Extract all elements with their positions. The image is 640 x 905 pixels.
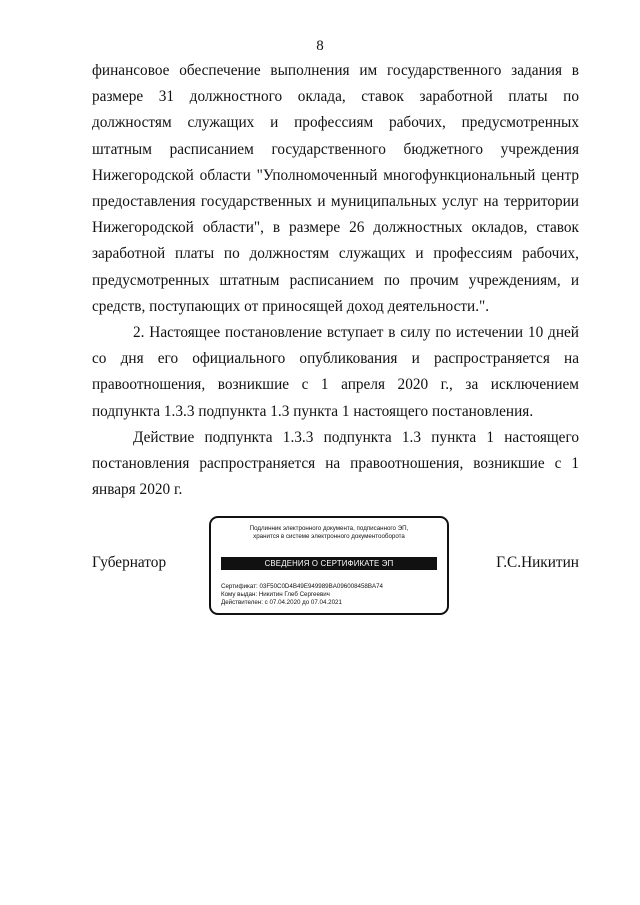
signatory-position: Губернатор [92,554,167,571]
stamp-header-line-2: хранится в системе электронного документооборота [253,533,405,540]
page-number: 8 [316,38,324,54]
stamp-title: СВЕДЕНИЯ О СЕРТИФИКАТЕ ЭП [221,557,437,570]
stamp-certificate: Сертификат: 03F50C0D4B49E949989BA096008458BA74 [221,583,383,590]
stamp-issued-to: Кому выдан: Никитин Глеб Сергеевич [221,591,330,598]
paragraph-continuation: финансовое обеспечение выполнения им государственного задания в размере 31 должностного оклада, ставок заработной платы по должностям служащих и профессиям рабочих, предусмотренных штатным расписанием государственного бюджетного учреждения Нижегородской области "Уполномоченный многофункциональный центр предоставления государственных и муниципальных услуг на территории Нижегородской области", в размере 26 должностных окладов, ставок заработной платы по должностям служащих и профессиям рабочих, предусмотренных штатным расписанием по прочим учреждениям, и средств, поступающих от приносящей доход деятельности.". [92,62,579,315]
stamp-header [211,525,447,541]
signatory-name: Г.С.Никитин [496,554,579,571]
stamp-validity: Действителен: с 07.04.2020 до 07.04.2021 [221,599,342,606]
paragraph-clause-2-extra: Действие подпункта 1.3.3 подпункта 1.3 пункта 1 настоящего постановления распространяется на правоотношения, возникшие с 1 января 2020 г. [92,428,579,499]
document-body [92,58,579,503]
paragraph-clause-2: 2. Настоящее постановление вступает в силу по истечении 10 дней со дня его официального опубликования и распространяется на правоотношения, возникшие с 1 апреля 2020 г., за исключением подпункта 1.3.3 подпункта 1.3 пункта 1 настоящего постановления. [92,324,579,420]
stamp-details [221,583,383,607]
stamp-header-line-1: Подлинник электронного документа, подписанного ЭП, [249,525,409,532]
electronic-signature-stamp [209,516,449,615]
